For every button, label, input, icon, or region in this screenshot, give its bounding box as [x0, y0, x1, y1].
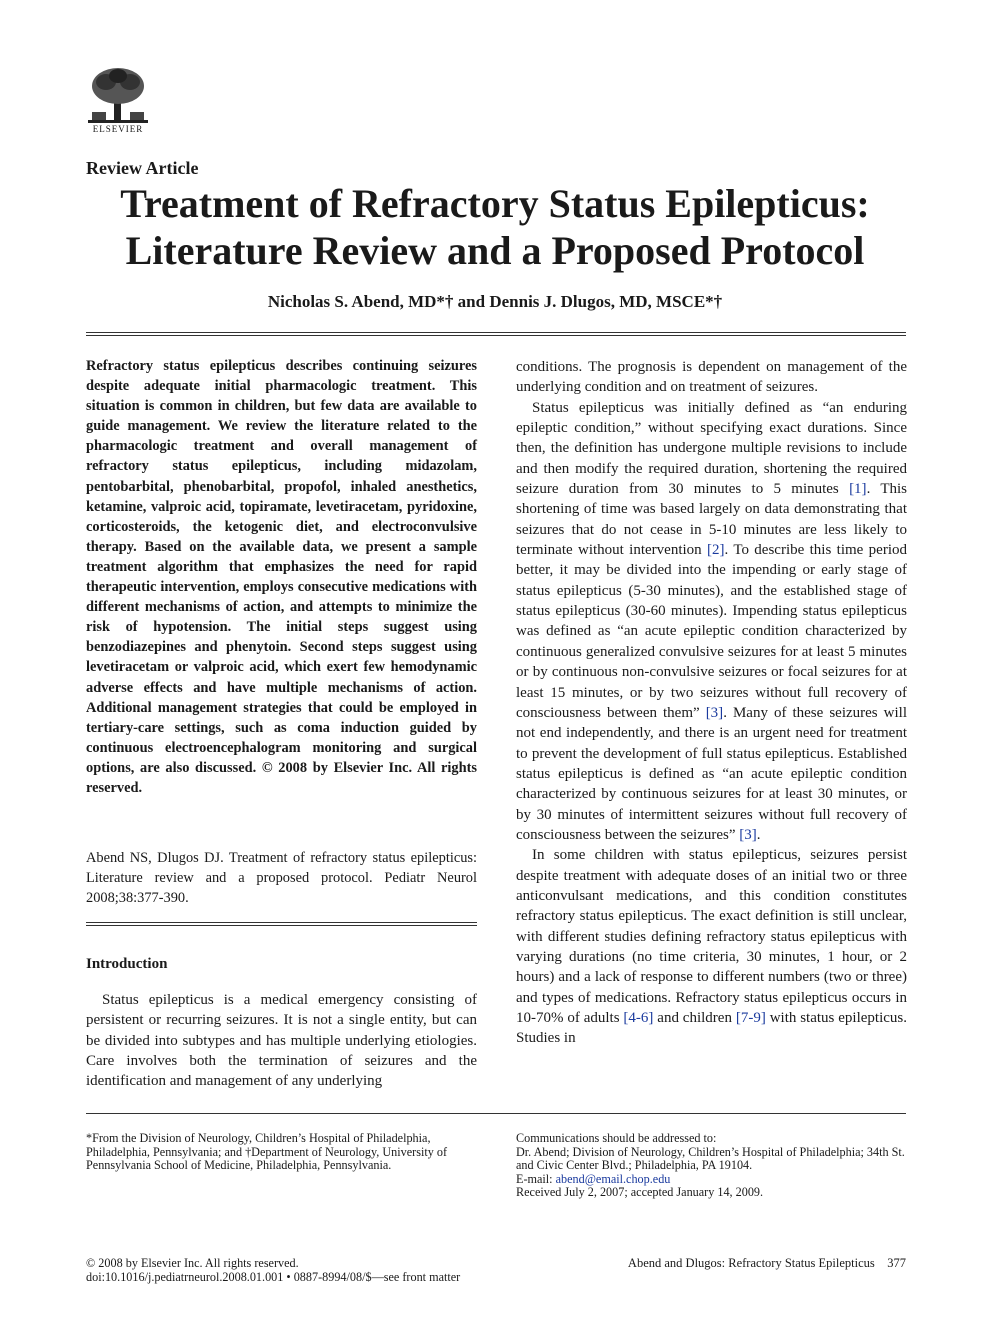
article-title	[60, 180, 930, 274]
email-line	[516, 1173, 911, 1187]
footer-copyright: © 2008 by Elsevier Inc. All rights reserved.	[86, 1256, 299, 1270]
reference-link[interactable]: [4-6]	[623, 1010, 654, 1026]
paragraph-continued: conditions. The prognosis is dependent on management of the underlying condition and on treatment of seizures.	[516, 359, 907, 396]
received-dates: Received July 2, 2007; accepted January 14, 2009.	[516, 1185, 764, 1200]
running-head	[560, 1256, 906, 1271]
section-heading-introduction: Introduction	[86, 956, 168, 972]
header-divider	[86, 332, 906, 336]
running-head-text: Abend and Dlugos: Refractory Status Epilepticus	[627, 1256, 875, 1270]
reference-link[interactable]: [1]	[849, 481, 867, 498]
reference-link[interactable]: [3]	[705, 704, 724, 721]
author-list: Nicholas S. Abend, MD*† and Dennis J. Dlugos, MD, MSCE*†	[267, 292, 723, 311]
abstract-divider	[86, 922, 477, 926]
reference-link[interactable]: [2]	[707, 542, 725, 559]
abstract: Refractory status epilepticus describes continuing seizures despite adequate initial pharmacologic treatment. This situation is common in children, but few data are available to guide management. We review the literature related to the pharmacologic treatment and overall management of refractory status epilepticus, including midazolam, pentobarbital, phenobarbital, propofol, inhaled anesthetics, ketamine, valproic acid, topiramate, levetiracetam, pyridoxine, corticosteroids, the ketogenic diet, and electroconvulsive therapy. Based on the available data, we present a sample treatment algorithm that emphasizes the need for rapid therapeutic intervention, employs consecutive medications with different mechanisms of action, and attempts to minimize the risk of hypotension. The initial steps suggest using benzodiazepines and phenytoin. Second steps suggest using levetiracetam or valproic acid, which exert few hemodynamic adverse effects and have multiple mechanisms of action. Additional management strategies that could be employed in tertiary-care settings, such as coma induction guided by continuous electroencephalogram monitoring and surgical options, are also discussed. © 2008 by Elsevier Inc. All rights reserved.	[86, 358, 477, 796]
text-segment: . This shortening of time was based largely on data demonstrating that seizures that do not cease in 5-10 minutes are less likely to terminate without intervention	[516, 481, 907, 559]
page-number: 377	[887, 1256, 906, 1270]
introduction-paragraph: Status epilepticus is a medical emergency consisting of persistent or recurring seizures. It is not a single entity, but can be divided into subtypes and has multiple underlying etiologies. Care involves both the termination of seizures and the identification and management of any underlying	[86, 992, 477, 1090]
text-segment: . To describe this time period better, it may be divided into the impending or early stage of status epilepticus (5-30 minutes), and the established stage of status epilepticus (30-60 minutes). Impending status epilepticus was defined as “an acute epileptic condition characterized by continuous generalized convulsive seizures for at least 5 minutes or by continuous non-convulsive seizures or focal seizures for at least 15 minutes, or by two seizures without full recovery of consciousness between them”	[516, 542, 907, 721]
reference-link[interactable]: [3]	[739, 826, 757, 843]
email-label: E-mail:	[516, 1171, 556, 1186]
text-segment: .	[756, 826, 761, 843]
correspondence-footnote	[516, 1132, 911, 1200]
citation: Abend NS, Dlugos DJ. Treatment of refractory status epilepticus: Literature review and a proposed protocol. Pediatr Neurol 2008;38:377-390.	[86, 850, 477, 907]
article-type: Review Article	[86, 158, 199, 178]
body-right-column	[516, 357, 907, 1049]
paragraph-definition	[516, 398, 907, 846]
title-line-1: Treatment of Refractory Status Epilepticus:	[120, 181, 870, 226]
footnote-divider	[86, 1113, 906, 1114]
paragraph-refractory	[516, 845, 907, 1048]
correspondence-address: Dr. Abend; Division of Neurology, Children’s Hospital of Philadelphia; 34th St. and Civic Center Blvd.; Philadelphia, PA 19104.	[516, 1144, 905, 1173]
publisher-name: ELSEVIER	[92, 124, 144, 134]
correspondence-label: Communications should be addressed to:	[516, 1131, 717, 1145]
affiliation-footnote: *From the Division of Neurology, Children’s Hospital of Philadelphia, Philadelphia, Pennsylvania; and †Department of Neurology, University of Pennsylvania School of Medicine, Philadelphia, Pennsylvania.	[86, 1131, 448, 1173]
reference-link[interactable]: [7-9]	[735, 1010, 766, 1026]
footer-doi: doi:10.1016/j.pediatrneurol.2008.01.001 • 0887-8994/08/$—see front matter	[86, 1270, 461, 1284]
text-segment: . Many of these seizures will not end independently, and there is an urgent need for treatment to prevent the development of full status epilepticus. Established status epilepticus is defined as “an acute epileptic condition characterized by continuous seizures for at least 30 minutes, or by 30 minutes of intermittent seizures without full recovery of consciousness between the seizures”	[516, 704, 907, 843]
text-segment: with status epilepticus. Studies in	[516, 1010, 907, 1047]
text-segment: and children	[653, 1010, 736, 1026]
email-link[interactable]: abend@email.chop.edu	[555, 1171, 671, 1186]
title-line-2: Literature Review and a Proposed Protocol	[125, 228, 865, 273]
text-segment: Status epilepticus was initially defined as “an enduring epileptic condition,” without specifying exact durations. Since then, the definition has undergone multiple revisions to include and then modify the required duration, shortening the required seizure duration from 30 minutes to 5 minutes	[516, 399, 907, 498]
text-segment: In some children with status epilepticus, seizures persist despite treatment with adequate doses of an initial two or three anticonvulsant medications, and this condition constitutes refractory status epilepticus. The exact definition is still unclear, with different studies defining refractory status epilepticus with varying durations (no time criteria, 30 minutes, 1 hour, or 2 hours) and a lack of response to different numbers (two or three) and types of medications. Refractory status epilepticus occurs in 10-70% of adults	[516, 847, 907, 1026]
